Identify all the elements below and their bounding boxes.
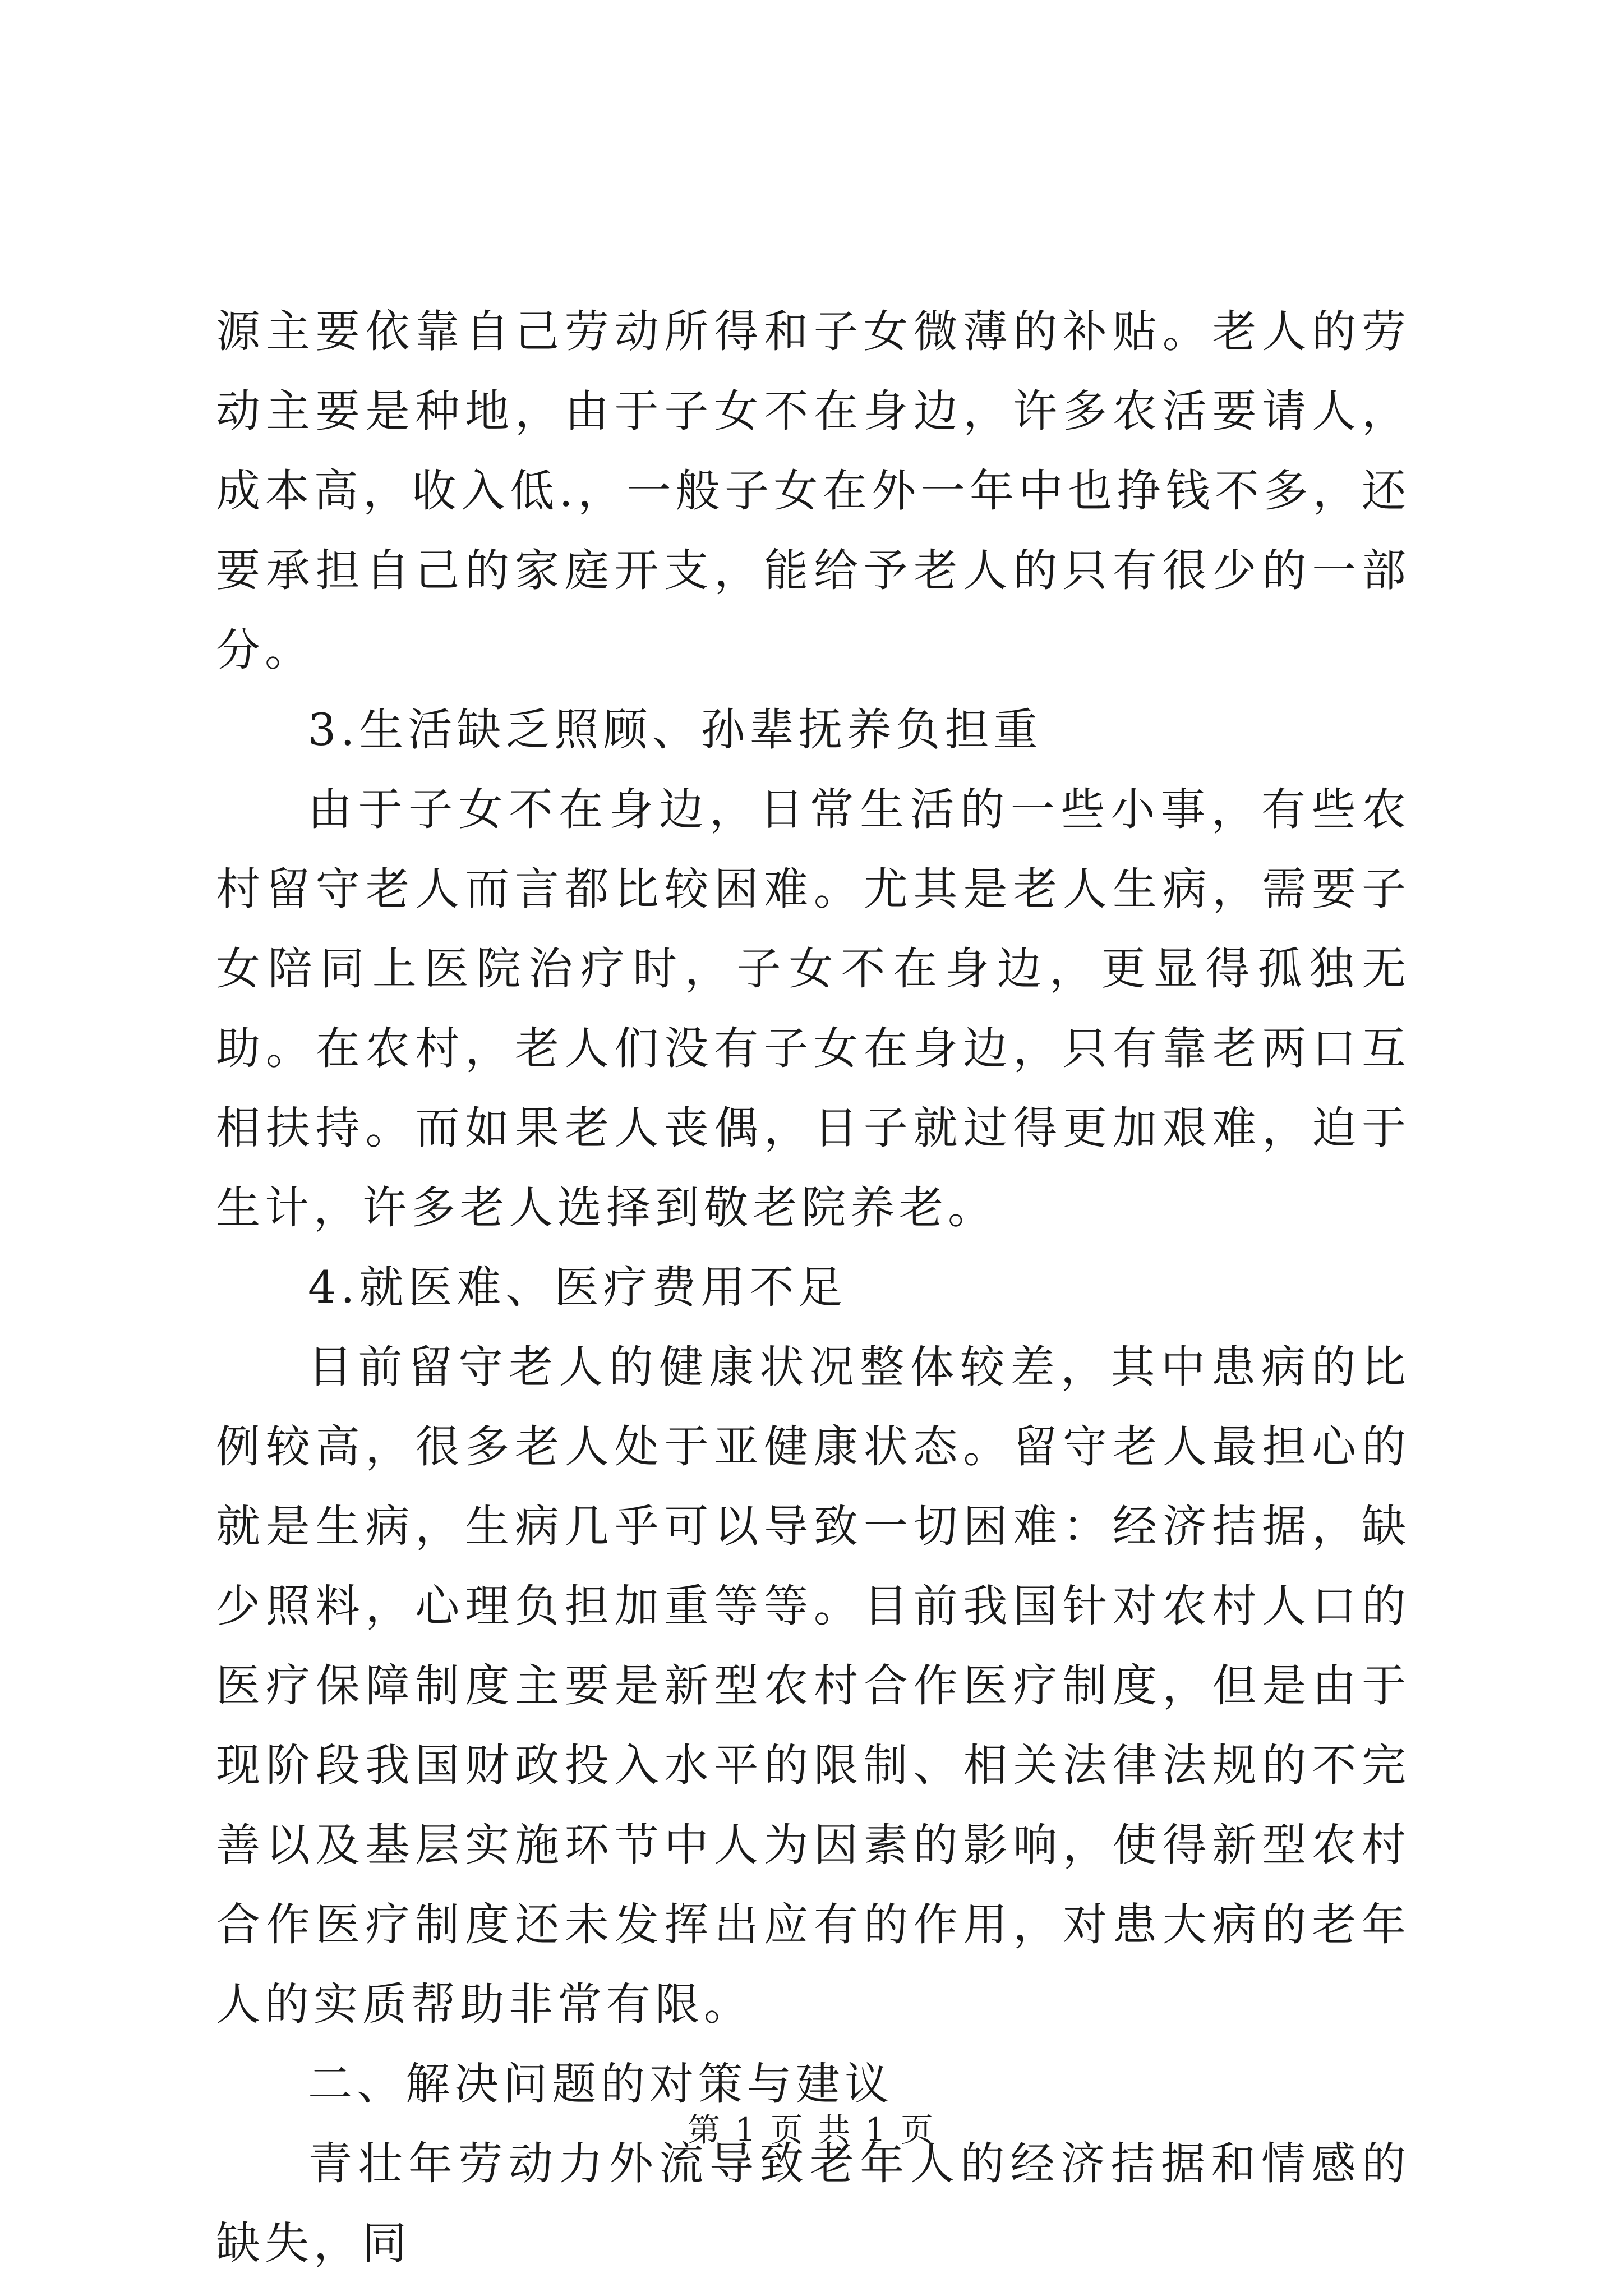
paragraph-care-burden: 由于子女不在身边，日常生活的一些小事，有些农村留守老人而言都比较困难。尤其是老人生病，需要子女陪同上医院治疗时，子女不在身边，更显得孤独无助。在农村，老人们没有子女在身边，只有靠老两口互相扶持。而如果老人丧偶，日子就过得更加艰难，迫于生计，许多老人选择到敬老院养老。: [216, 784, 1410, 1234]
paragraph-medical-difficulty: 目前留守老人的健康状况整体较差，其中患病的比例较高，很多老人处于亚健康状态。留守老人最担心的就是生病，生病几乎可以导致一切困难：经济拮据，缺少照料，心理负担加重等等。目前我国针对农村人口的医疗保障制度主要是新型农村合作医疗制度，但是由于现阶段我国财政投入水平的限制、相关法律法规的不完善以及基层实施环节中人为因素的影响，使得新型农村合作医疗制度还未发挥出应有的作用，对患大病的老年人的实质帮助非常有限。: [216, 1341, 1410, 2030]
page-number-footer: 第 1 页 共 1 页: [688, 2111, 935, 2149]
document-body: [216, 292, 1410, 2283]
heading-care-burden: 3.生活缺乏照顾、孙辈抚养负担重: [308, 704, 1043, 756]
heading-medical-difficulty: 4.就医难、医疗费用不足: [308, 1262, 847, 1313]
heading-solutions: 二、解决问题的对策与建议: [308, 2058, 893, 2110]
paragraph-solutions-start: 青壮年劳动力外流导致老年人的经济拮据和情感的缺失，同: [216, 2138, 1410, 2269]
paragraph-income-continuation: 源主要依靠自己劳动所得和子女微薄的补贴。老人的劳动主要是种地，由于子女不在身边，许多农活要请人，成本高，收入低.，一般子女在外一年中也挣钱不多，还要承担自己的家庭开支，能给予老人的只有很少的一部分。: [216, 306, 1410, 676]
